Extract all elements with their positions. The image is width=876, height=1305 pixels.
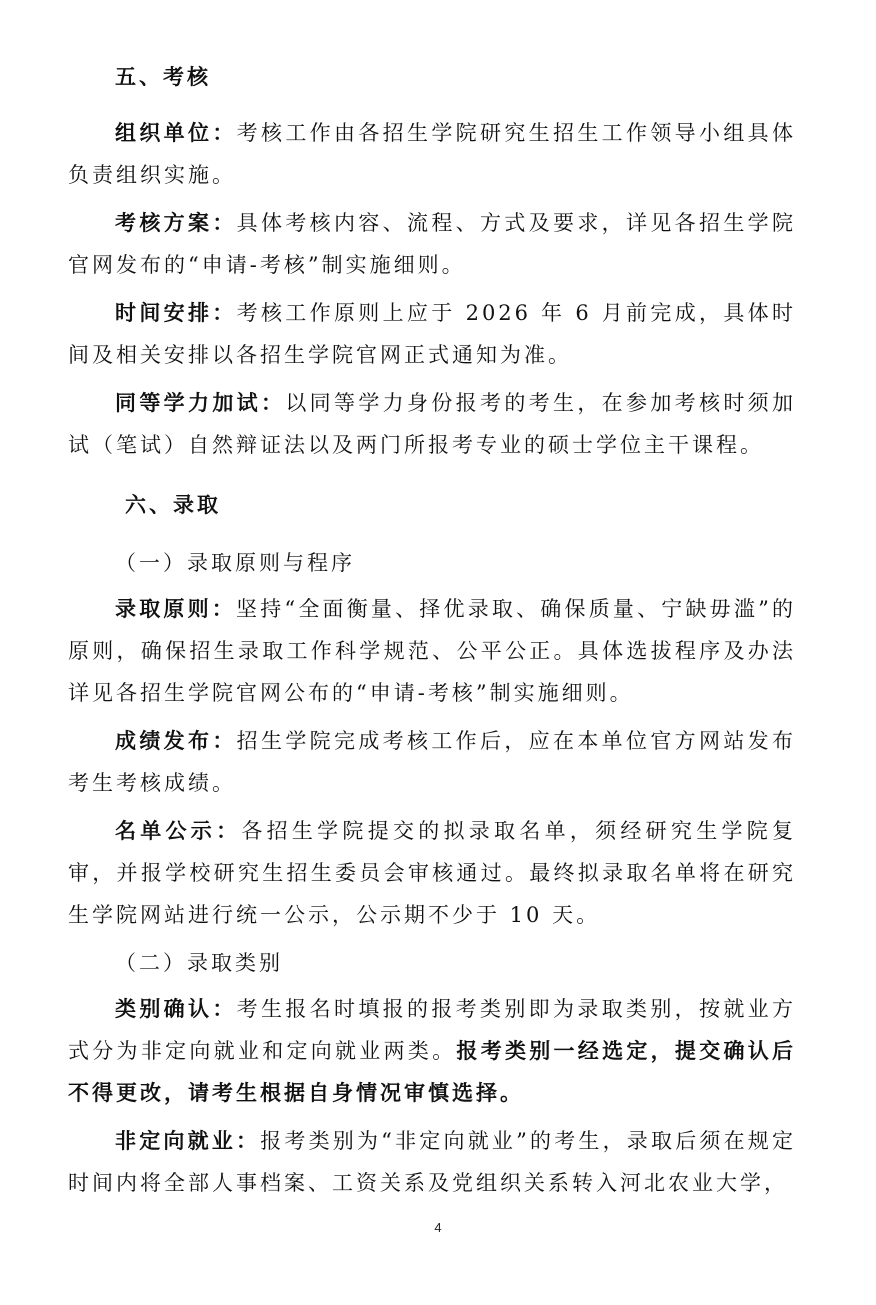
label-extra-exam: 同等学力加试： [115,390,286,415]
text-organizer: 考核工作由各招生学院研究生招生工作领导小组具体负责组织实施。 [68,121,797,187]
label-score-release: 成绩发布： [115,728,237,753]
label-category: 类别确认： [115,996,237,1021]
text-category: 考生报名时填报的报考类别即为录取类别，按就业方式分为非定向就业和定向就业两类。 [68,997,797,1063]
label-principle: 录取原则： [115,596,236,621]
paragraph-category [68,988,796,1114]
label-publicity: 名单公示： [115,818,242,843]
paragraph-publicity [68,810,796,936]
label-non-directed: 非定向就业： [115,1128,261,1153]
text-schedule: 考核工作原则上应于 2026 年 6 月前完成，具体时间及相关安排以各招生学院官网正式通知为准。 [68,301,796,367]
paragraph-plan [68,202,796,286]
paragraph-organizer [68,112,796,196]
text-extra-exam: 以同等学力身份报考的考生，在参加考核时须加试（笔试）自然辩证法以及两门所报考专业的硕士学位主干课程。 [68,391,797,457]
text-category-warning: 报考类别一经选定，提交确认后不得更改，请考生根据自身情况审慎选择。 [68,1038,797,1105]
text-plan: 具体考核内容、流程、方式及要求，详见各招生学院官网发布的“申请-考核”制实施细则。 [68,211,797,277]
section-5-heading: 五、考核 [115,64,211,89]
label-plan: 考核方案： [115,210,237,235]
text-publicity: 各招生学院提交的拟录取名单，须经研究生学院复审，并报学校研究生招生委员会审核通过。最终拟录取名单将在研究生学院网站进行统一公示，公示期不少于 10 天。 [68,819,797,927]
text-score-release: 招生学院完成考核工作后，应在本单位官方网站发布考生考核成绩。 [68,729,797,795]
paragraph-principle [68,588,796,714]
subsection-2-heading: （二）录取类别 [115,951,283,975]
text-principle: 坚持“全面衡量、择优录取、确保质量、宁缺毋滥”的原则，确保招生录取工作科学规范、公平公正。具体选拔程序及办法详见各招生学院官网公布的“申请-考核”制实施细则。 [68,597,797,705]
subsection-1-heading: （一）录取原则与程序 [115,551,355,575]
paragraph-extra-exam [68,382,796,466]
text-non-directed: 报考类别为“非定向就业”的考生，录取后须在规定时间内将全部人事档案、工资关系及党组织关系转入河北农业大学， [68,1129,796,1195]
label-schedule: 时间安排： [115,300,237,325]
paragraph-score-release [68,720,796,804]
page-number: 4 [434,1220,442,1235]
section-6-heading: 六、录取 [125,492,221,517]
paragraph-schedule [68,292,796,376]
label-organizer: 组织单位： [115,120,237,145]
paragraph-non-directed [68,1120,796,1204]
